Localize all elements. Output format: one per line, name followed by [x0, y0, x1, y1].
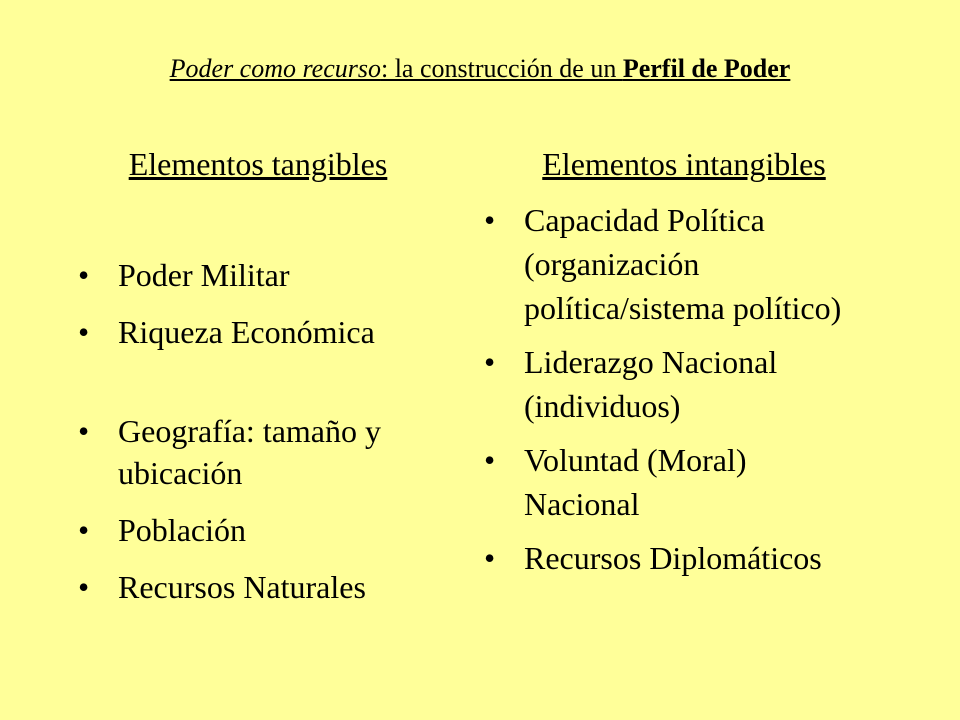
- list-item: • Riqueza Económica: [118, 311, 458, 353]
- title-middle-part: : la construcción de un: [380, 54, 623, 83]
- tangible-list: [118, 254, 458, 608]
- list-item: • Geografía: tamaño y ubicación: [118, 410, 458, 494]
- intangible-heading: Elementos intangibles: [542, 146, 826, 182]
- tangible-heading: Elementos tangibles: [128, 146, 388, 182]
- intangible-list: [524, 198, 864, 590]
- list-item: • Capacidad Política (organización política/sistema político): [524, 198, 864, 330]
- list-item: • Liderazgo Nacional (individuos): [524, 340, 864, 428]
- list-item: • Población: [118, 509, 458, 551]
- slide-title: [0, 54, 960, 84]
- title-bold-part: Perfil de Poder: [622, 54, 791, 83]
- list-item: • Recursos Diplomáticos: [524, 536, 864, 580]
- title-italic-part: Poder como recurso: [169, 54, 381, 83]
- list-item: • Recursos Naturales: [118, 566, 458, 608]
- list-item: • Voluntad (Moral) Nacional: [524, 438, 864, 526]
- list-item: • Poder Militar: [118, 254, 458, 296]
